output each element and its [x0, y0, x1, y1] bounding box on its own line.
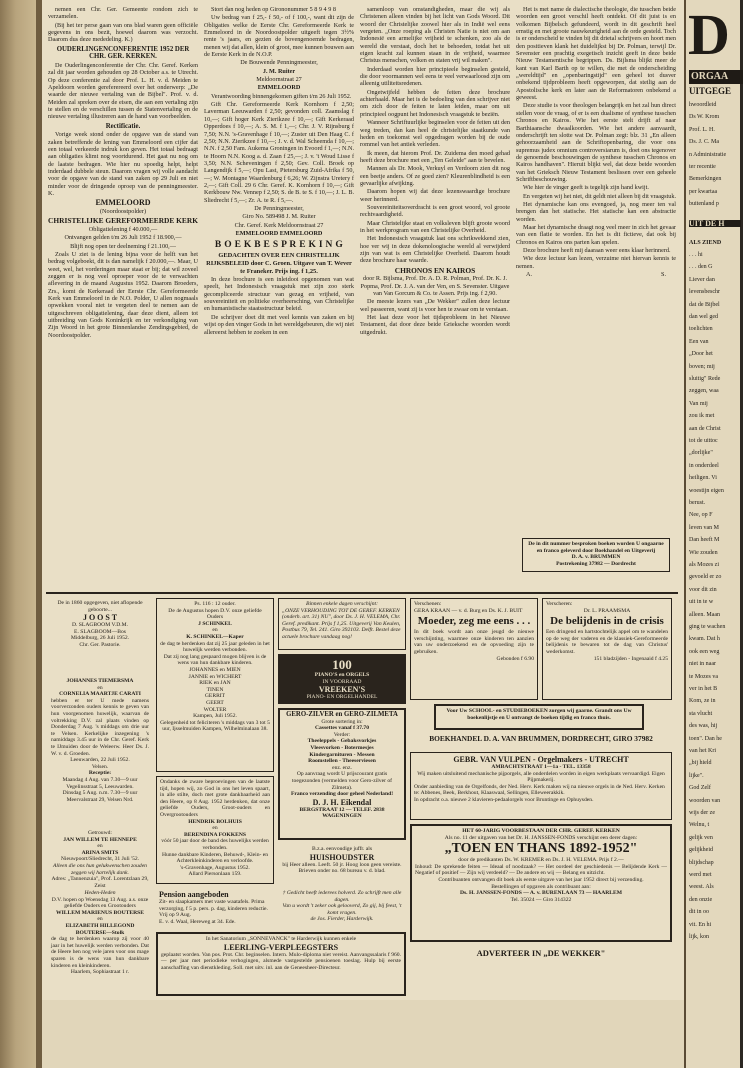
- ad-text: Alleen die ons hun gelukwenschen zouden zeggen wij hartelijk dank.: [53, 862, 147, 876]
- book-details: door R. Bijlsma, Prof. Dr. A. D. R. Polman, Prof. Dr. K. J. Popma, Prof. Dr. J. A. van der Ven, en S. Sevenster. Uitgave van Van Gorcum & Co. te Assen. Prijs ing. f 2,90.: [360, 275, 510, 297]
- ad-title: Moeder, zeg me eens . . .: [417, 615, 531, 628]
- adjacent-page-line: gevoeld er zo: [689, 574, 722, 581]
- ad-price: Gebonden f 6.90: [496, 655, 534, 662]
- signature-line: De Penningmeester,: [254, 204, 304, 212]
- ad-text: Nieuwpoort/Sliedrecht, 31 Juli '52.: [60, 856, 140, 863]
- heading: Rectificatie.: [105, 122, 141, 130]
- adjacent-page-line: als Mozes zi: [689, 562, 719, 568]
- adjacent-page-line: Ds. J. C. Ma: [689, 139, 720, 146]
- ad-text: PIANO- EN ORGELHANDEL: [306, 694, 378, 701]
- ad-text: Grote sortering in:: [321, 718, 363, 725]
- ad-organ-builders: [410, 752, 672, 820]
- ad-text: en: [212, 627, 218, 634]
- adjacent-page-line: zou ik met: [689, 413, 715, 420]
- figure-line: Ontvangen gelden t/m 26 Juli 1952 f 18.900,—: [64, 234, 182, 242]
- ad-text: Heden-Heden: [84, 890, 116, 896]
- announcement-anniversary: [48, 888, 152, 976]
- paragraph: Deze studie is voor theologen belangrijk en het zal hun direct stellen voor de vraag, of er is een dualisme of synthese tusschen Chronos en Kairos. Wie het eerste stelt drijft af naar Barthiaansche dwaalkoorden. Wie het andere aanvaardt, onderschrijft ten slotte wat Dr. Polman zegt: blz. 31 „En alleen gehoorzaamheid aan de Schriftopenbaring, die voor ons supremus judex omnium controversiarum is, doet ons tegenover de genoemde beschouwingen de synthese tusschen Chronos en Kairos handhaven". Hieruit blijkt wel, dat deze beide woorden van het Grieksch Nieuw Testament beslissen over een geheele Schriftbeschouwing.: [516, 102, 676, 183]
- ad-text: WOLTER: [203, 706, 227, 713]
- paragraph: De schrijver doet dit met veel kennis van zaken en bij wijst op den vinger Gods in het wereldgebeuren, die wij niet allereerst hebben te zoeken in een: [204, 313, 354, 336]
- ad-text: Getrouwd:: [88, 830, 112, 836]
- ad-name: J O O S T: [82, 613, 118, 623]
- ad-text: D.V. hopen op Woensdag 13 Aug. a.s. onze geliefde Ouders en Grootouders: [51, 896, 149, 910]
- ad-text: door de predikanten Ds. W. KREMER en Ds. J. H. VELEMA. Prijs f 2.—: [458, 857, 624, 864]
- adjacent-page-line: Wie zouden: [689, 549, 718, 556]
- ad-text: Chr. Ger. Pastorie.: [79, 641, 121, 648]
- ad-text: Hunne dankbare Kinderen, Behuwd-, Klein- en Achterkleinkinderen en verloofde.: [161, 851, 269, 865]
- adjacent-page-line: Een van: [689, 338, 709, 345]
- ad-text: Brieven onder no. 68 bureau v. d. blad.: [298, 868, 386, 875]
- adjacent-page-line: dan wel ged: [689, 314, 718, 320]
- ad-housekeeper: [278, 844, 406, 884]
- adjacent-page-line: per kwartaa: [689, 188, 718, 195]
- ad-text: † Gedicht heeft iederees holverd. Zo schrijft men alle dagen.: [282, 890, 402, 903]
- ad-text: Vleesvorken - Botermesjes: [310, 744, 374, 751]
- ad-text: Velsen.: [91, 763, 109, 770]
- ad-heading: GEBR. VAN VULPEN - Orgelmakers - UTRECHT: [453, 755, 629, 764]
- paragraph: Wie deze lectuur kan lezen, verzuime niet hiervan kennis te nemen.: [516, 255, 676, 270]
- ad-text: de Jos. Fierder, Harderwijk.: [310, 916, 374, 923]
- page-stack-edge: [0, 0, 40, 1068]
- ad-name: ELIZABETH HILLEGOND BOUTERSE—Stolk: [65, 922, 135, 936]
- ad-text: JOHANNES en MIEN: [189, 666, 241, 673]
- adjacent-page-line: Prof. L. H.: [689, 126, 715, 133]
- ad-text: Ondanks de zware beproevingen van de laatste tijd, hopen wij, zo God in ons het leven spaart, in alle stilte, doch met grote dankbaarheid aan den Heere, op 8 Aug. 1952 herdenken, dat onze geliefde Ouders, Groot-ouders en Overgrootouders: [160, 779, 270, 818]
- adjacent-page-line: uit in te w: [689, 599, 714, 606]
- adjacent-page-line: van het Kri: [689, 748, 716, 754]
- ad-heading: HUISHOUDSTER: [309, 852, 375, 862]
- adjacent-page-line: lijke".: [689, 772, 704, 779]
- adjacent-page-line: Dan heeft M: [689, 537, 720, 544]
- paragraph: Het Indonesisch vraagstuk laat ons schrikwekkend zien, hoe ver wij in deze dokenoloogische wereld al verwijderd zijn van wat is een Christelijke Overheid. Daarom houdt deze brochure haar waarde.: [360, 235, 510, 265]
- ad-text: RIEK en JAN: [199, 680, 231, 687]
- notice-giro: Postrekening 37982 — Dordrecht: [556, 560, 636, 567]
- announcement-marriage: [48, 676, 152, 826]
- ad-text: D. SLAGBOOM V.D.M.: [71, 622, 129, 629]
- ad-brochure: [278, 598, 406, 650]
- footer-text: ADVERTEER IN „DE WEKKER": [476, 948, 606, 958]
- paragraph: Zoals U ziet is de lening bijna voor de helft van het bedrag volgeboekt, dit is dan namelijk f 20.000,—. Maar, U weet, wel, het vorderingen maar staat er bij; dat wil zoveel zeggen er is nog veel oproeper voor de te verwachten aflevering in de maand Augustus 1952. Daarom Broeders, Zrs., komt de Kerkeraad der Eerste Chr. Gereformeerde Kerk van Emmeloord in de N.O. Polder, U allen nogmaals opwekken vooral niet te vergeten deel te nemen aan de uitgeschreven obligatielening, daar deze dient, alleen tot uitbreiding van Gods Koninkrijk en ter verkondiging van Zijn Woord in het grote Binnenlandse Zendingsgebied, de Noordoostpolder.: [48, 250, 198, 339]
- paragraph: Ik meen, dat hierom Prof. Dr. Zuidema den moed gehad heeft deze brochure met een „Ten Geleide" aan te bevelen.: [360, 149, 510, 164]
- ad-heading: GERO-ZILVER en GERO-ZILMETA: [286, 711, 398, 718]
- adjacent-page-line: God Zelf: [689, 785, 711, 792]
- article-column-2: [204, 6, 354, 594]
- paragraph: Vorige week stond onder de opgave van de stand van zaken betreffende de lening van Emmeloord een cijfer dat een totaal verkeerde indruk kon geven. Het totaal bedraagt aan obligaties klimt nog voortdurend. Het gaat nu nog om de laatste bedragen. Wie hier nu spoedig helpt, helpt inderdaad dubbele steun. Daarom vragen wij volle aandacht voor de opgave van de stand van zaken op 29 Juli en niet minder voor de dringende oproep van de penningmeester. K.: [48, 131, 198, 197]
- page-bottom-margin: [42, 1000, 684, 1068]
- adjacent-page-line: ging te wachen: [689, 624, 726, 630]
- ad-text: Haarlem, Sophiastraat 1 r.: [70, 969, 130, 976]
- ad-book-moeder: [410, 598, 538, 700]
- ad-text: en: [212, 825, 218, 832]
- ad-text: GERRIT: [204, 693, 226, 700]
- paragraph: Uw bedrag van f 25,- f 50,- of f 100,-, want dit zijn de Obligaties welke de Eerste Chr. Gereformeerde Kerk te Emmeloord in de Noordoostpolder uitgeeft tegen 3½% rente 's jaars, en gezien de bovengenoemde bedragen, menen wij dat allen, klein of groot, mee kunnen bouwen aan de Eerste Kerk in de N.O.P.: [204, 14, 354, 59]
- adjacent-page-line: niet in naar: [689, 661, 716, 668]
- ad-text: Een dringend en hartstochtelijk appel om te wandelen op de weg der vaderen en de klassiek-Gereformeerde belijdenis te bewaren tot de dag van Christus' wederkomst.: [546, 629, 668, 655]
- adjacent-page-line: voor dit zin: [689, 586, 717, 593]
- ad-text: Van u wordt 't zeker ook gelooverd, Zo gij, bij feest, 't komt vragen.: [282, 903, 402, 916]
- book-title: GEDACHTEN OVER EEN CHRISTELIJK RIJKSBELEID door C. Groen. Uitgave van T. Wever te Franeker. Prijs ing. f 1,25.: [206, 252, 352, 275]
- paragraph: Wanneer Schriftuurlijke beginselen voor de feiten uit den weg treden, dan kan heel de christelijke staatkunde van heden en toekomst wel opgedragen worden bij de oude rommel van het antiek verleden.: [360, 119, 510, 149]
- ad-text: Allard Piersonlaan 159.: [188, 871, 242, 878]
- ad-name: BERENDINA FOKKENS: [183, 831, 246, 838]
- ad-text: Cassettes vanaf f 37.70: [314, 725, 370, 732]
- adjacent-page-line: zeggen, waa: [689, 388, 719, 395]
- adjacent-page-line: boven; mij: [689, 363, 715, 370]
- paragraph: nemen een Chr. Ger. Gemeente rondom zich te verzamelen.: [48, 6, 198, 21]
- adjacent-page-line: „Door het: [689, 351, 713, 358]
- paragraph: Inderdaad worden hier principieele beginselen gesteld, die door voormannen wel eens te veel verwaarloosd zijn om alleenig utiliteitsredenen.: [360, 65, 510, 88]
- heading: EMMELOORD: [95, 198, 151, 208]
- ad-text: Middelburg, 26 Juli 1952.: [70, 635, 130, 642]
- adjacent-page-line: lijk, kon: [689, 934, 710, 940]
- adjacent-page-line: in onderdeel: [689, 462, 719, 469]
- ad-text: Onder aanbieding van de Orgelfonds, der Ned. Herv. Kerk maken wij na nieuwe orgels in de Ned. Herv. Kerken te: Abbenes, Beek, Berkhout, Klaaswaal, Sellingen, Elleweerakkik.: [414, 783, 665, 797]
- ad-text: TINEN: [206, 686, 224, 693]
- ad-name: JOHANNES TIEMERSMA: [66, 678, 134, 684]
- paragraph: Verantwoording binnengekomen giften t/m 26 Juli 1952.: [211, 92, 352, 100]
- ad-text: hebben er ter U mede namens voorverzonden ouders kennis te geven van hun voorgenomen huwelijk, waarvan de voltrekking D.V. zal plaats vinden op Donderdag 7 Aug. 's middags om drie uur te Velsen. Kerkelijke inzegening 's namiddags 3.45 uur in de Chr. Geref. Kerk te IJmuiden door de Weleerw. Heer Ds. J. W. v. d. Groeden.: [51, 697, 149, 757]
- paragraph: Ongetwijfeld hebben de feiten deze brochure achterhaald. Maar het is de bedoeling van den schrijver niet om zich door de feiten te laten leiden, maar om uit principieel oogpunt het Indonesisch vraagstuk te beziën.: [360, 88, 510, 118]
- ad-text: Leeuwarden, 22 Juli 1952.: [70, 757, 130, 764]
- adjacent-page-line: levensbeschr: [689, 289, 720, 296]
- ad-toen-en-thans: [410, 824, 672, 942]
- ad-text: GERA KRAAN — v. d. Burg en Ds. K. J. BUIT: [414, 607, 523, 614]
- adjacent-page-line: woorden van: [689, 797, 721, 804]
- ad-text: Franco verzending door geheel Nederland!: [290, 791, 394, 798]
- ad-pianos: [278, 654, 406, 704]
- section-heading: B O E K B E S P R E K I N G: [214, 240, 344, 251]
- ad-text: Als no. 11 der uitgaven van het Dr. H. JANSSEN-FONDS verschijnt een derer dagen:: [444, 834, 638, 841]
- ad-text: Tel. 35024 — Giro 314322: [510, 896, 572, 903]
- paragraph: De meeste lezers van „De Wekker" zullen deze lectuur wel passeeren, want zij is voor hen te zwaar om te verstaan.: [360, 298, 510, 313]
- ad-heading: Pension aangeboden: [159, 890, 229, 899]
- adjacent-page-line: ALS ZIEND: [689, 239, 722, 246]
- signature-line: EMMELOORD: [257, 84, 301, 92]
- ad-text: BOEKHANDEL D. A. VAN BRUMMEN, DORDRECHT, GIRO 37982: [429, 734, 653, 743]
- ad-text: Gelegenheid tot feliciteren 's middags van 3 tot 5 uur, Ijsselmuiden Kampen, Wilhelminalaan 38.: [160, 719, 270, 733]
- ad-text: PIANO'S en ORGELS: [314, 672, 370, 678]
- ad-text: 's-Gravenhage, Augustus 1952.: [180, 864, 250, 871]
- section-divider: [46, 592, 678, 594]
- ad-text: de dag te herdenken dat zij 25 jaar geleden in het huwelijk werden verbonden.: [160, 640, 270, 654]
- paragraph: Maar het dynamische draagt nog veel meer in zich het gevaar van een flatie te worden. En het is dit fictieve, dat ook bij Chronos en Kairos ons parten kan spelen.: [516, 223, 676, 246]
- ad-name: ARINA SMITS: [81, 849, 119, 856]
- paragraph: Gift Chr. Gereformeerde Kerk Kornhorn f 2,50; Laverman Leeuwarden f 2,50; gevonden coll. Zaamslag f 10,—; Gift hoger Kerk Zierikzee f 10,—; Gift Kerkeraad Opperdoes f 10,—; A. S. M. f 1,—; Chr. J. V. Rijnsburg f 7,50; N.N. 's-Gravenhage f 10,—; Zuster uit Den Haag C. f 2,50; N.N. Zierikzee f 10,—; J. v. d. Wal Scheemda f 10,—; N.N. f 2,50 Fam. Aukema Groningen in Evoord f 1,—; N.N. te Hoorn N.N. Koog a. d. Zaan f 25,—; J. v. 't Woud Lisse f 3,50; N.N. Scheveningen f 2,50; Gev. Coll. Broek op Langendijk f 5,—; Opu Last, Pietersburg Zuid-Afrika f 50,—; W. Montagne Waardenburg f 6,26; W. Zijnstra Uretery f 2,—; Gift Coll. 29 6 Chr. Geref. K. Kornhorn f 10,—; Gift Kerkbouw Nw. Vennep f 2,50; S. de B. te S. f 10,—; J. L. B. Sliedrecht f 5,—; Zr. A. te R. f 5,—.: [204, 101, 354, 204]
- adjacent-page-line: n Administratie: [689, 151, 727, 158]
- ad-text: Voor Uw SCHOOL- en STUDIEBOEKEN zorgen wij gaarne. Grandt ons Uw boekenlijstje en U ontvangt de boeken tijdig en franco thuis.: [446, 708, 632, 721]
- ad-brand: VREEKEN'S: [318, 685, 366, 695]
- ad-text: B.z.a. eenvoudige juffr. als: [311, 846, 372, 852]
- adjacent-page-line: toelichten: [689, 326, 713, 333]
- ad-text: Kampen, Juli 1952.: [193, 713, 237, 720]
- adjacent-page-line: heiligen. Vi: [689, 475, 717, 482]
- masthead-letter: D: [688, 2, 730, 67]
- ad-heading: HET 60-JARIG VOORBESTAAN DER CHR. GEREF. KERKEN: [462, 828, 620, 834]
- adjacent-page-line: den onzie: [689, 896, 713, 903]
- adjacent-page-line: ver in het B: [689, 686, 718, 692]
- adjacent-page-line: . . . hi: [689, 252, 703, 258]
- adjacent-page-line: leven van M: [689, 524, 719, 531]
- ad-number: 100: [332, 657, 352, 672]
- adjacent-page-line: te Mozes va: [689, 673, 718, 680]
- ad-nurses: [156, 932, 406, 996]
- signature-line: Meldoornstraat 27: [256, 76, 302, 84]
- ad-text: Verder:: [333, 731, 351, 738]
- announcement-silver-wedding: [156, 598, 274, 772]
- author-initial: S.: [661, 271, 666, 279]
- announcement-golden-wedding: [156, 776, 274, 884]
- notice-text: De in dit nummer besproken boeken worden U ongaarne en franco geleverd door Boekhandel en Uitgeverij: [528, 541, 664, 554]
- adjacent-page-line: Bemerkingen: [689, 176, 722, 183]
- adjacent-page-line: dit in oo: [689, 909, 710, 916]
- paragraph: (Bij het ter perse gaan van ons blad waren geen officiële gegevens in ons bezit, hoewel daarom was verzocht. Daarom dus deze mededeling. K.): [48, 21, 198, 44]
- ad-text: WAGENINGEN: [322, 813, 362, 820]
- signature-line: EMMELOORD EMMELOORD: [235, 229, 323, 237]
- ad-text: Binnen enkele dagen verschijnt:: [306, 601, 378, 607]
- paragraph: Het dynamische kan ons evengoed, ja, nog meer ten val brengen dan het statische. Het statische kan een abstractie worden.: [516, 200, 676, 223]
- adjacent-page-line: Welnu, t: [689, 822, 710, 829]
- ad-text: Verschenen:: [414, 601, 442, 607]
- book-order-notice: [522, 538, 670, 572]
- ad-name: WILLEM MARIENUS BOUTERSE: [56, 909, 144, 916]
- masthead-line: ORGAA: [689, 70, 743, 84]
- ad-text: IN VOORRAAD: [322, 678, 362, 685]
- signature-line: De Bouwende Penningmeester,: [240, 59, 318, 67]
- paragraph: De Ouderlingenconferentie der Chr. Chr. Geref. Kerken zal dit jaar worden gehouden op 28 October a.s. te Utrecht. Op deze conferentie zal door Prof. L. H. v. d. Meiden te Apeldoorn worden gereferereerd over het onderwerp: „De waarde der nieuwe vertaling van de Bijbel". Prof. v. d. Meiden zal spreken over de eisen, die aan een vertaling zijn te stellen en de verschillen tussen de Statenvertaling en de nieuwe vertaling illustreren aan de hand van voorbeelden.: [48, 61, 198, 121]
- adjacent-page-line: Liever dan: [689, 276, 715, 283]
- adjacent-page-line: woestijn eigen: [689, 487, 724, 494]
- ad-text: Wij maken uitsluitend mechanische pijporgels, alle onderdelen worden in eigen werkplaats vervaardigd. Eigen Pijpmakerij.: [417, 770, 665, 784]
- ad-text: Dat zij nog lang gespaard mogen blijven is de wens van hun dankbare kinderen.: [163, 653, 267, 667]
- ad-text: Inhoud: De sprekende feiten — Ideaal of noodzaak? — Het oordeel der geschiedenis — Belijdende Kerk — Negatief of positief — Zijn wij verdeeld? — De andere en wij — Belang en uitzicht.: [415, 863, 667, 877]
- masthead-line: UITGEGE: [689, 86, 732, 96]
- figure-line: Blijft nog open ter deelneming f 21.100,—: [70, 242, 176, 250]
- ad-text: Zit- en slaapkamers met vaste waatafels. Prima verzorging, f 5 p. pers. p. dag, kinderen reductie. Vrij op 9 Aug.: [159, 899, 268, 919]
- adjacent-page-line: weest. Als: [689, 884, 714, 891]
- adjacent-page-line: blijdschap: [689, 859, 714, 866]
- ad-brand: D. J. H. Eikendal: [312, 797, 372, 807]
- adjacent-page-line: gelijk ven: [689, 834, 713, 841]
- ad-text: In opdracht o.a. nieuwe 2 klavieren-pedaalorgels voor Bruntinge en Ophuysden.: [414, 796, 594, 803]
- ad-text: „ONZE VERHOUDING TOT DE GEREF. KERKEN (onderh. art. 31) NU", door Ds. J. H. VELEMA, Chr. Geref. predikant. Prijs f 1,25. Uitgeverij Van Keulen, Postbus 79, Tel. 241. Giro 392103. Delft. Bestel deze actuele brochure vandaag nog!: [282, 607, 401, 640]
- adjacent-page-line: wijs der ze: [689, 810, 715, 816]
- paragraph: En vergeten wij het niet, dit geldt niet alleen bij dit vraagstuk.: [523, 192, 676, 200]
- ad-text: de dag te herdenken waarop zij voor 40 jaar in het huwelijk werden verbonden. Dat de Heere hen nog vele jaren voor ons mage sparen is de wens van hun dankbare kinderen en kleinkinderen.: [51, 936, 149, 969]
- paragraph: Deze brochure heeft mij daaraan weer eens klaar herinnerd.: [523, 247, 671, 254]
- signature-line: Chr. Geref. Kerk Meldoornstraat 27: [234, 221, 324, 229]
- ad-text: Theeleppels - Gebaksvorkjes: [307, 738, 377, 745]
- adjacent-page-line: Nee, op F: [689, 512, 713, 519]
- ad-text: Verscheren:: [546, 601, 573, 607]
- adjacent-page-line: „bij hield: [689, 760, 712, 767]
- ad-address: AMBACHTSTRAAT 1—1a - TEL. 13358: [491, 764, 591, 770]
- ad-text: In dit boek wordt aan onze jeugd de nieuwe verschijnting, waarmee onze kinderen ten aanzien van uw onderzoekend en de opvoeding zijn te gebruiken.: [414, 629, 534, 655]
- ad-name: K. SCHINKEL—Kaper: [186, 633, 244, 640]
- adjacent-page-line: berust.: [689, 500, 706, 506]
- article-column-4: [516, 6, 676, 536]
- ad-text: en: [97, 843, 103, 850]
- announcement-birth: [48, 598, 152, 674]
- paragraph: Het laat deze voor het tijdsprobleem in het Nieuwe Testament, dat door deze beide Grieksche woorden wordt uitgedrukt.: [360, 314, 510, 336]
- ad-text: De 4e Augustus hopen D.V. onze geliefde Ouders: [168, 607, 262, 621]
- ad-text: enz. enz.: [332, 764, 352, 771]
- ad-text: Dr. L. PRAAMSMA: [583, 607, 631, 614]
- ad-text: De in 1860 opgegeven, niet aflopende geboorte...: [57, 600, 143, 613]
- paragraph: samenloop van omstandigheden, maar die wij als Christenen alleen vinden bij het licht van Gods Woord. Dit woord der Christelijke zoowel hier als in Indië wel eens vergeten. „Onze roeping als Christen Natie is niet om aan Indonesië een armelijke vrijheid te schenken, zoo als de wereld die verstaat, doch het te behoeden, totdat het uit eigen kracht zal kunnen staan in de vrijheid, waarmee Christus menschen, volken en staten vrij wil maken".: [360, 6, 510, 65]
- adjacent-page-line: tot de uittoc: [689, 438, 718, 444]
- newspaper-page: [42, 0, 684, 1068]
- ad-address: Ds. H. JANSSEN-FONDS — A. v. BURENLAAN 73 — HAARLEM: [459, 890, 623, 897]
- ad-text: Kindergarnituren - Messen: [309, 751, 375, 758]
- adjacent-page-line: ter recentie: [689, 164, 716, 170]
- ad-text: Bestellingen of opgaven als contribuant aan:: [491, 883, 591, 890]
- ad-text: JANNIE en WICHERT: [188, 673, 242, 680]
- ad-schoolbooks: [434, 704, 644, 730]
- ad-name: CORNELIA MAARTJE CARATI: [59, 691, 141, 698]
- ad-heading: LEERLING-VERPLEEGSTERS: [223, 942, 339, 952]
- ad-price: 151 bladzijden - Ingenaaid f 4.25: [593, 655, 668, 662]
- adjacent-page-line: gelijkheid: [689, 847, 713, 854]
- adjacent-page-line: des was, hij: [689, 723, 718, 730]
- adjacent-page-line: Ds W. Krom: [689, 114, 720, 121]
- ad-text: bij Heer alleen. Leeft. 50 jr. Hoog loon geen vereiste.: [282, 861, 402, 868]
- paragraph: In deze brochure is een inleidooi opgenomen van wat speelt, het Indonesisch vraagstuk met zijn zoo sterk gecompliceerde structuur van gezag en vrijheid, van souvereiniteit en politieke overheersching, van Christelijke en humanistische staatsstructuur beleid.: [204, 276, 354, 313]
- adjacent-page-line: kwam. Dat h: [689, 636, 720, 643]
- adjacent-page-line: dat de Bijbel: [689, 301, 720, 308]
- author-initial: A.: [526, 271, 533, 279]
- ad-book-belijdenis: [542, 598, 672, 700]
- ad-text: vóór 50 jaar door de band des huwelijks werden verbonden.: [161, 838, 269, 851]
- adjacent-page-line: sta vlucht: [689, 710, 713, 717]
- ad-title: De belijdenis in de crisis: [550, 615, 664, 628]
- signature-line: J. M. Ruiter: [262, 67, 296, 75]
- article-column-1: [48, 6, 198, 594]
- ad-bookshop-banner: [410, 734, 672, 748]
- ad-text: Adres: „Tannenzuia", Prof. Lorentzlaan 29, Zeist: [51, 876, 149, 889]
- ad-text: In het Sanatorium „SONNEVANCK" te Harderwijk kunnen enkele: [205, 936, 357, 942]
- ad-text: Contribuanten ontvangen dit boek als eerste uitgave van het jaar 1952 direct bij verzending.: [438, 876, 644, 883]
- adjacent-page-line: „dorlijke": [689, 450, 713, 457]
- ad-text: en: [97, 916, 103, 923]
- subheading: (Noordoostpolder): [99, 207, 147, 215]
- ad-text: geplaatst worden. Van pos. Prot. Chr. beginselen. Intern. Mulo-diploma niet vereist. Aanvangssalaris f 960.— per jaar met periodieke verhogingen, alsmede vastgestelde pensioenen toeslag. Hulp bij eerste aanschaffing van dienstkleding. Soll. met uitv. inl. aan de Geneesheer-Directeur.: [161, 951, 401, 971]
- ad-poem: [278, 888, 406, 928]
- ad-silverware: [278, 708, 406, 840]
- ad-name: J SCHINKEL: [198, 620, 232, 627]
- ad-text: en: [97, 684, 103, 691]
- ad-title: „TOEN EN THANS 1892-1952": [444, 841, 638, 857]
- ad-text: Ps. 116 : 12 ouder.: [194, 601, 236, 607]
- ad-text: Maandag 4 Aug. van 7.30—9 uur Vegelinsstraat 5, Leeuwarden.: [62, 776, 138, 790]
- adjacent-page-line: sluitig" Rede: [689, 376, 721, 382]
- ad-text: E. SLAGBOOM—Bos: [74, 628, 126, 635]
- paragraph: Maar Christelijke staat en volksleven blijft groote woord in het werkprogram van een Christelijke Overheid.: [360, 219, 510, 234]
- paragraph: Wie hier de vinger geeft is tegelijk zijn hand kwijt.: [523, 184, 649, 192]
- adjacent-page: [684, 0, 740, 1068]
- adjacent-page-line: alleen. Maan: [689, 611, 720, 618]
- adjacent-page-line: toen". Dan he: [689, 735, 722, 742]
- adjacent-page-line: hwoordleid: [689, 102, 717, 108]
- ad-text: Dinsdag 5 Aug. n.m. 7.30—9 uur Meervalstraat 29, Velsen Nrd.: [62, 790, 138, 803]
- adjacent-page-line: vit. En hi: [689, 921, 712, 928]
- ad-text: GEERT: [206, 699, 224, 706]
- heading: CHRISTELIJKE GEREFORMEERDE KERK: [48, 216, 198, 226]
- paragraph: Het is met name de dialectische theologie, die tusschen beide woorden een groot verschil heeft ontdekt. Of dit juist is en volkomen Bijbelsch gefundeerd, wordt in dit geschrift heel ernstig en met groote nauwkeurigheid aan de orde gesteld. Toch is er onderscheid te vinden bij dit drietal schrijvers en hoort men den positieven klank het duidelijkst bij Dr. Polman, terwijl Dr. Sevenster een prachtig exegetisch inzicht geeft in deze beide Nieuw Testamentische begrippen. Ds. Bijlsma blijkt meer de kant van Karl Barth op te willen, die met de onderscheiding „wereldtijd" en „openbaringstijd" een geheel tot dusver onbekend tijdprobleem heeft opgeworpen, dat steilig aan de Apostolische kerk en later aan de Reformatoren onbekend a geweest.: [516, 6, 676, 102]
- announcement-wedding: [48, 828, 152, 889]
- ad-text: Receptie:: [88, 770, 112, 777]
- book-title: CHRONOS EN KAIROS: [394, 265, 476, 275]
- adjacent-page-line: . . . den G: [689, 264, 713, 271]
- notice-publisher: D. A. v. BRUMMEN: [571, 554, 621, 561]
- ad-pension: [156, 888, 274, 928]
- adjacent-page-line: werd met: [689, 872, 712, 878]
- adjacent-page-line: buitenland p: [689, 201, 719, 208]
- paragraph: Souvereiniteitsoverdracht is een groot woord, vol groote rechtvaardigheid.: [360, 203, 510, 219]
- ad-text: Roomstellen - Theeserviesen: [308, 758, 376, 765]
- ad-name: JAN WILLEM TE HENNEPE: [63, 836, 137, 843]
- ad-text: E. v. d. Waal, Hereweg at 34. Ede.: [159, 918, 236, 925]
- paragraph: Mannen als Dr. Mook, Verkuyl en Verdoorn zien dit nog een beetje anders. Of ze goed zien? Kleurenblindheid is een gevaarlijke afwijking.: [360, 165, 510, 187]
- ad-name: HENDRIK BOLHUIS: [188, 818, 242, 825]
- adjacent-page-line: aan de Christ: [689, 425, 721, 432]
- adjacent-page-line: Van mij: [689, 400, 708, 407]
- adjacent-page-line: UIT DE H: [689, 220, 741, 227]
- adjacent-page-line: ook een weg: [689, 648, 720, 655]
- ad-text: Op aanvraag wordt U prijscourant gratis toegezonden (vermelden voor Gero-zilver of Zilmeta).: [291, 771, 393, 791]
- figure-line: Obligatielening f 40.000,—: [88, 225, 158, 233]
- article-column-3: [360, 6, 510, 594]
- ad-text: BERGSTRAAT 12 — TELEF. 2838: [299, 806, 385, 813]
- adjacent-page-line: Kom, ze in: [689, 698, 716, 705]
- heading: OUDERLINGENCONFERENTIE 1952 DER CHR. GER. KERKEN.: [56, 45, 190, 61]
- signature-line: Giro No. 589498 J. M. Ruiter: [242, 213, 316, 221]
- paragraph: Stort dan nog heden op Girononummer 5 8 9 4 9 8: [211, 6, 336, 13]
- footer-advertise: [410, 946, 672, 962]
- paragraph: Daarom hopen wij dat deze lezenswaardige brochure weer herinnerd.: [360, 188, 510, 203]
